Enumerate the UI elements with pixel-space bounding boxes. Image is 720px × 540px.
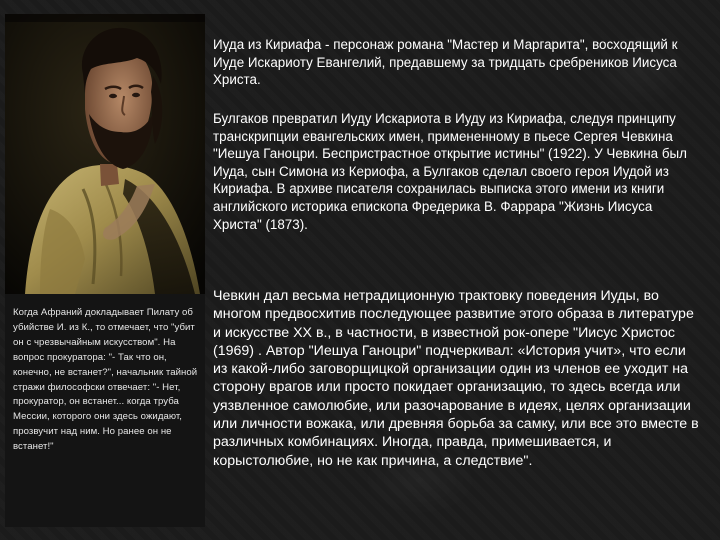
intro-paragraph: Иуда из Кириафа - персонаж романа "Мастер и Маргарита", восходящий к Иуде Искариоту Евангелий, предавшему за тридцать сребреников Иисуса Христа.: [213, 37, 678, 88]
judas-portrait-image: [5, 14, 205, 294]
chevkin-paragraph: Чевкин дал весьма нетрадиционную трактовку поведения Иуды, во многом предвосхитив последующее развитие этого образа в литературе и искусстве XX в., в частности, в известной рок-опере "Иисус Христос (1969) . Автор "Иешуа Ганоцри" подчеркивал: «История учит», что если из какой-либо заговорщицкой организации один из членов ее уходит на сторону врагов или просто покидает организацию, то здесь всегда или уязвленное самолюбие, или разочарование в идеях, целях организации или личности вожака, или древняя борьба за самку, или все это вместе в различных комбинациях. Иногда, правда, примешивается, и корыстолюбие, но не как причина, а следствие".: [213, 288, 699, 469]
caption-box: [5, 294, 205, 527]
caption-text: Когда Афраний докладывает Пилату об убийстве И. из К., то отмечает, что "убит он с чрезвычайным искусством". На вопрос прокуратора: "- Так что он, конечно, не встанет?", начальник тайной стражи философски отвечает: "- Нет, прокуратор, он встанет... когда труба Мессии, которого они здесь ожидают, прозвучит над ним. Но ранее он не встанет!": [13, 307, 198, 453]
bulgakov-paragraph: Булгаков превратил Иуду Искариота в Иуду из Кириафа, следуя принципу транскрипции евангельских имен, примененному в пьесе Сергея Чевкина "Иешуа Ганоцри. Беспристрастное открытие истины" (1922). У Чевкина был Иуда, сын Симона из Кериофа, а Булгаков сделал своего героя Иудой из Кириафа. В архиве писателя сохранилась выписка этого имени из книги английского историка епископа Фредерика В. Фаррара "Жизнь Иисуса Христа" (1873).: [213, 111, 687, 232]
